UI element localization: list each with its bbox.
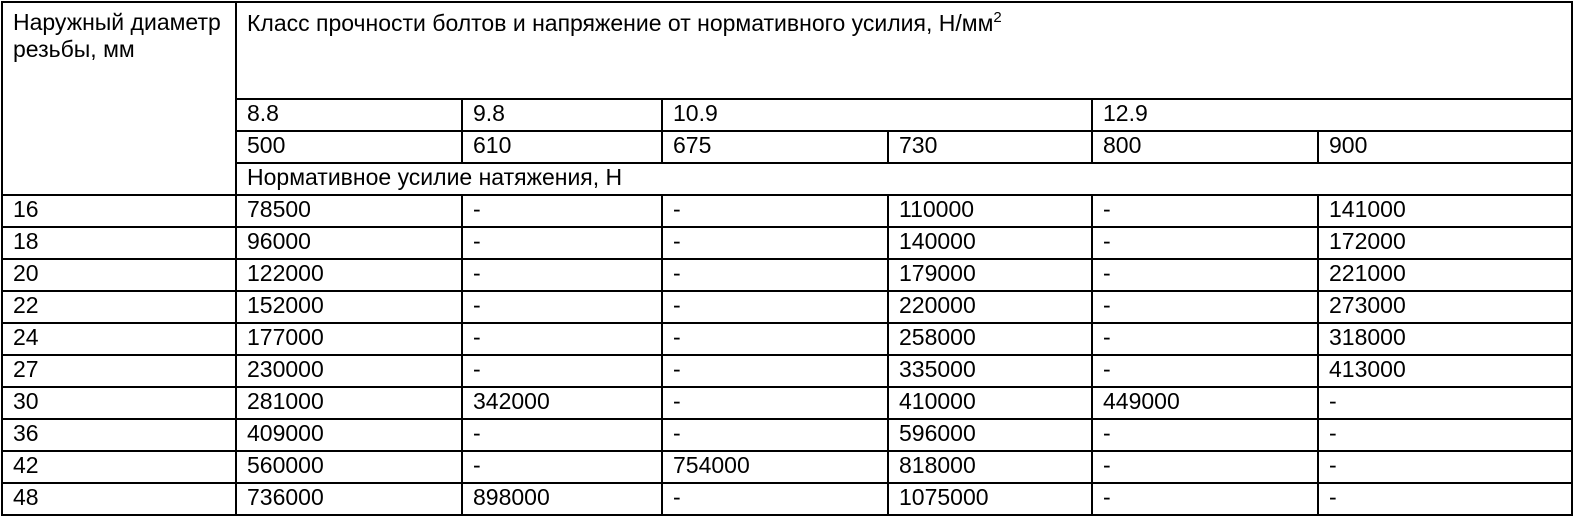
- force-cell: -: [462, 195, 662, 227]
- force-cell: 220000: [888, 291, 1092, 323]
- force-cell: 449000: [1092, 387, 1318, 419]
- force-cell: -: [662, 323, 888, 355]
- force-cell: -: [1092, 483, 1318, 515]
- diameter-cell: 20: [2, 259, 236, 291]
- table-row: [2, 483, 1572, 515]
- force-cell: -: [462, 355, 662, 387]
- force-cell: 1075000: [888, 483, 1092, 515]
- force-cell: 596000: [888, 419, 1092, 451]
- force-cell: -: [662, 419, 888, 451]
- table-row: [2, 323, 1572, 355]
- force-cell: -: [462, 227, 662, 259]
- force-cell: -: [462, 323, 662, 355]
- diameter-cell: 27: [2, 355, 236, 387]
- force-cell: 110000: [888, 195, 1092, 227]
- force-cell: 560000: [236, 451, 462, 483]
- force-subtitle: Нормативное усилие натяжения, Н: [236, 163, 1572, 195]
- diameter-cell: 30: [2, 387, 236, 419]
- force-cell: -: [462, 291, 662, 323]
- header-row-subtitle: [2, 163, 1572, 195]
- header-row-stresses: [2, 131, 1572, 163]
- force-cell: -: [662, 259, 888, 291]
- force-cell: -: [1318, 451, 1572, 483]
- force-cell: 179000: [888, 259, 1092, 291]
- stress-header: 610: [462, 131, 662, 163]
- table-row: [2, 355, 1572, 387]
- force-cell: -: [1318, 387, 1572, 419]
- force-cell: -: [662, 387, 888, 419]
- force-cell: 318000: [1318, 323, 1572, 355]
- force-cell: -: [662, 227, 888, 259]
- table-body: [2, 2, 1572, 195]
- force-cell: 177000: [236, 323, 462, 355]
- force-cell: -: [662, 291, 888, 323]
- force-cell: 342000: [462, 387, 662, 419]
- force-cell: 409000: [236, 419, 462, 451]
- force-cell: 410000: [888, 387, 1092, 419]
- force-cell: 172000: [1318, 227, 1572, 259]
- force-cell: 273000: [1318, 291, 1572, 323]
- force-cell: -: [662, 483, 888, 515]
- force-cell: 221000: [1318, 259, 1572, 291]
- force-cell: 898000: [462, 483, 662, 515]
- force-cell: -: [1092, 323, 1318, 355]
- force-cell: -: [1092, 291, 1318, 323]
- force-cell: 78500: [236, 195, 462, 227]
- force-cell: 152000: [236, 291, 462, 323]
- force-cell: -: [1092, 451, 1318, 483]
- force-cell: -: [1092, 227, 1318, 259]
- diameter-header: Наружный диаметр резьбы, мм: [2, 2, 236, 195]
- header-row-title: [2, 2, 1572, 99]
- force-cell: -: [1092, 195, 1318, 227]
- diameter-cell: 42: [2, 451, 236, 483]
- force-cell: 122000: [236, 259, 462, 291]
- force-cell: 141000: [1318, 195, 1572, 227]
- stress-header: 730: [888, 131, 1092, 163]
- table-row: [2, 419, 1572, 451]
- class-header: 8.8: [236, 99, 462, 131]
- force-cell: -: [462, 451, 662, 483]
- table-row: [2, 451, 1572, 483]
- force-cell: 413000: [1318, 355, 1572, 387]
- stress-header: 900: [1318, 131, 1572, 163]
- force-cell: -: [462, 259, 662, 291]
- force-cell: -: [1092, 355, 1318, 387]
- diameter-cell: 36: [2, 419, 236, 451]
- bolt-tension-table: [1, 1, 1573, 516]
- diameter-cell: 16: [2, 195, 236, 227]
- table-row: [2, 195, 1572, 227]
- data-rows: [2, 195, 1572, 515]
- force-cell: -: [662, 195, 888, 227]
- class-header: 12.9: [1092, 99, 1572, 131]
- force-cell: 258000: [888, 323, 1092, 355]
- table-row: [2, 291, 1572, 323]
- stress-header: 800: [1092, 131, 1318, 163]
- diameter-cell: 18: [2, 227, 236, 259]
- table-row: [2, 227, 1572, 259]
- stress-header: 500: [236, 131, 462, 163]
- force-cell: 281000: [236, 387, 462, 419]
- title-text: Класс прочности болтов и напряжение от нормативного усилия, Н/мм: [247, 10, 994, 36]
- diameter-cell: 48: [2, 483, 236, 515]
- force-cell: 754000: [662, 451, 888, 483]
- table-row: [2, 259, 1572, 291]
- force-cell: 96000: [236, 227, 462, 259]
- force-cell: 140000: [888, 227, 1092, 259]
- class-header: 9.8: [462, 99, 662, 131]
- force-cell: -: [1318, 483, 1572, 515]
- force-cell: 230000: [236, 355, 462, 387]
- force-cell: -: [1318, 419, 1572, 451]
- stress-header: 675: [662, 131, 888, 163]
- table-title: [236, 2, 1572, 99]
- header-row-classes: [2, 99, 1572, 131]
- diameter-cell: 24: [2, 323, 236, 355]
- force-cell: -: [1092, 419, 1318, 451]
- table-row: [2, 387, 1572, 419]
- diameter-cell: 22: [2, 291, 236, 323]
- force-cell: -: [1092, 259, 1318, 291]
- force-cell: -: [662, 355, 888, 387]
- class-header: 10.9: [662, 99, 1092, 131]
- force-cell: 335000: [888, 355, 1092, 387]
- title-superscript: 2: [993, 9, 1002, 26]
- force-cell: 736000: [236, 483, 462, 515]
- force-cell: 818000: [888, 451, 1092, 483]
- force-cell: -: [462, 419, 662, 451]
